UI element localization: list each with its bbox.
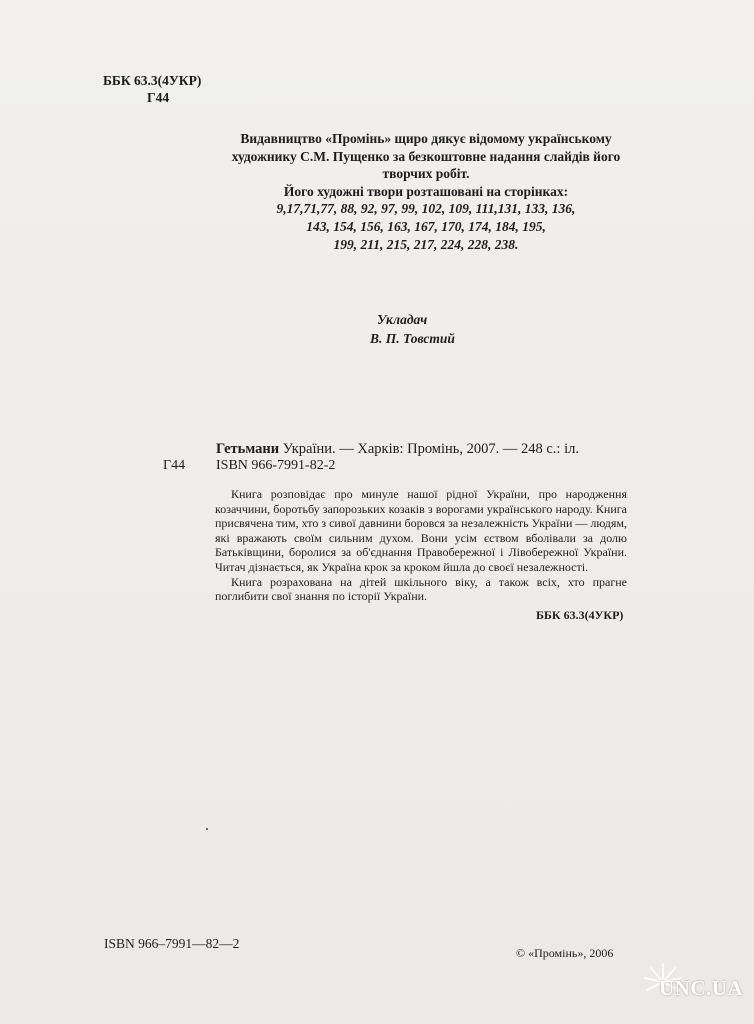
footer-copyright: © «Промінь», 2006 — [516, 946, 614, 960]
ack-line: художнику С.М. Пущенко за безкоштовне надання слайдів його — [231, 148, 621, 164]
catalog-title-rest: України. — Харків: Промінь, 2007. — 248 с.: іл. — [279, 441, 579, 457]
annotation — [215, 487, 627, 604]
catalog-isbn: ISBN 966-7991-82-2 — [216, 458, 336, 473]
ack-line: Видавництво «Промінь» щиро дякує відомому українському — [240, 131, 612, 146]
bbk-classification: ББК 63.3(4УКР) — [103, 73, 202, 88]
watermark — [641, 962, 751, 1022]
bbk-code-annotation: ББК 63.3(4УКР) — [536, 608, 624, 622]
annotation-paragraph: Книга розрахована на дітей шкільного віку, а також всіх, хто прагне поглибити свої знання по історії України. — [215, 574, 627, 604]
bbk-code-top — [103, 72, 201, 106]
ack-line: творчих робіт. — [382, 166, 470, 182]
catalog-author-mark: Г44 — [163, 458, 186, 473]
page-numbers-line: 9,17,71,77, 88, 92, 97, 99, 102, 109, 111,131, 133, 136, — [276, 201, 576, 217]
compiler-label: Укладач — [377, 312, 428, 327]
page-numbers-line: 143, 154, 156, 163, 167, 170, 174, 184, 195, — [306, 218, 546, 234]
watermark-text: UNC.UA — [659, 976, 744, 1000]
page-numbers-line: 199, 211, 215, 217, 224, 228, 238. — [333, 236, 519, 252]
compiler-name: В. П. Товстий — [370, 331, 455, 346]
acknowledgement-block — [196, 130, 656, 253]
compiler-block — [367, 310, 455, 348]
catalog-title — [216, 440, 579, 458]
annotation-paragraph: Книга розповідає про минуле нашої рідної України, про народження козаччини, боротьбу запорозьких козаків з ворогами українського народу. Книга присвячена тим, хто з сивої давнини боровся за незалежність України — людям, які вражають своїм сильним духом. Вони усім єством вболівали за долю Батьківщини, боролися за об'єднання Правобережної і Лівобережної України. Читач дізнається, як Україна крок за кроком йшла до своєї незалежності. — [215, 487, 627, 574]
author-mark: Г44 — [147, 90, 170, 105]
catalog-title-bold: Гетьмани — [216, 441, 280, 457]
ack-line: Його художні твори розташовані на сторінках: — [283, 183, 569, 199]
footer-isbn: ISBN 966–7991—82—2 — [104, 936, 240, 951]
print-speck — [206, 828, 208, 830]
